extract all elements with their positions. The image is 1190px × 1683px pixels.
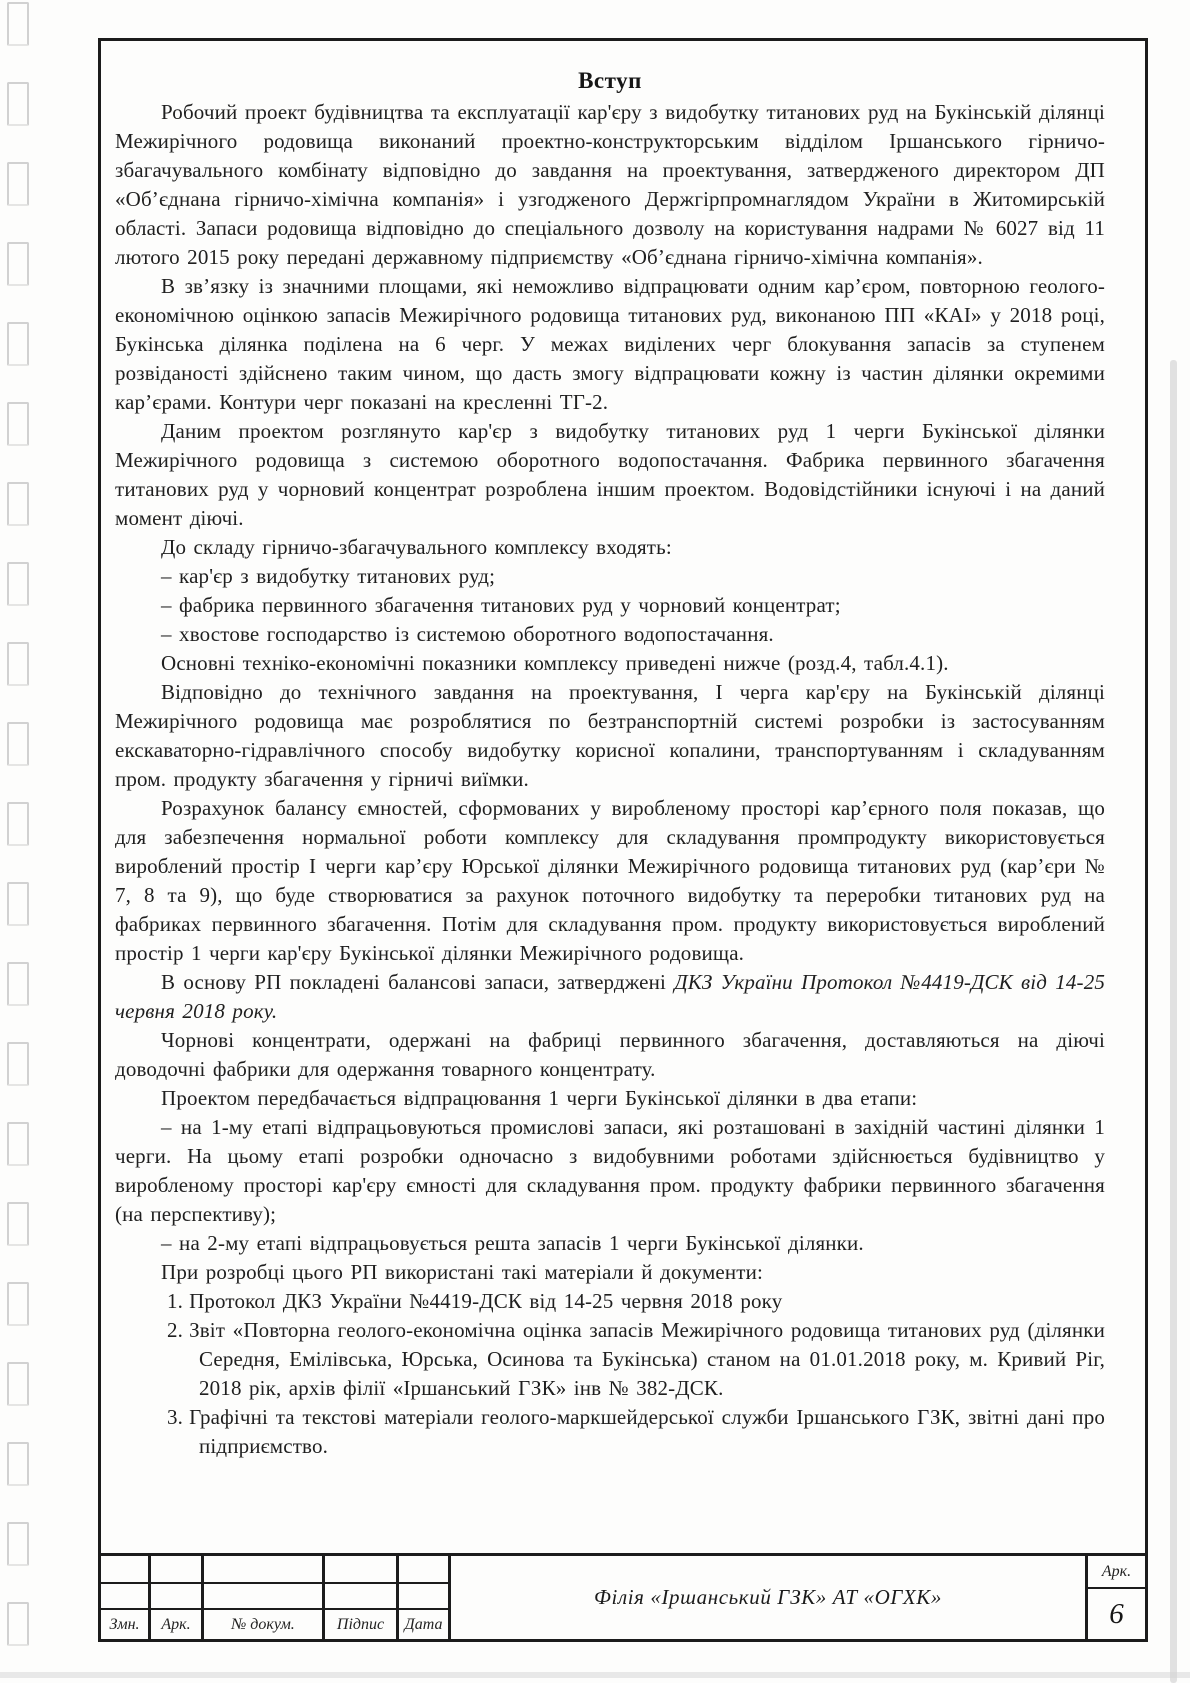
table-cell-empty — [151, 1556, 204, 1584]
binding-hole-mark — [7, 722, 29, 766]
sheet-number: 6 — [1109, 1597, 1124, 1630]
binding-holes — [0, 0, 42, 1683]
column-header-ark: Арк. — [151, 1610, 204, 1642]
binding-hole-mark — [7, 402, 29, 446]
paragraph-text: – кар'єр з видобутку титанових руд; — [161, 564, 496, 588]
table-cell-empty — [325, 1584, 399, 1610]
column-header-docnum: № докум. — [204, 1610, 325, 1642]
binding-hole-mark — [7, 1602, 29, 1646]
paragraph — [115, 678, 1105, 794]
binding-hole-mark — [7, 1282, 29, 1326]
paragraph — [115, 98, 1105, 272]
paragraph — [115, 533, 1105, 562]
table-cell-empty — [204, 1584, 325, 1610]
binding-hole-mark — [7, 2, 29, 46]
sheet-cell — [1088, 1556, 1145, 1639]
binding-hole-mark — [7, 82, 29, 126]
paragraph-text: – на 1-му етапі відпрацьовуються промислові запаси, які розташовані в західній частині ділянки 1 черги. На цьому етапі розробки одночасно з видобувними роботами здійснюється будівництво у виробленому просторі кар'єру ємності для складування пром. продукту фабрики первинного збагачення (на перспективу); — [115, 1115, 1105, 1226]
list-item-numbered — [115, 1403, 1105, 1461]
table-cell-empty — [204, 1556, 325, 1584]
document-content — [101, 41, 1145, 1553]
table-cell-empty — [151, 1584, 204, 1610]
paragraph-text: Чорнові концентрати, одержані на фабриці первинного збагачення, доставляються на діючі доводочні фабрики для одержання товарного концентрату. — [115, 1028, 1105, 1081]
table-cell-empty — [325, 1556, 399, 1584]
paragraph — [115, 417, 1105, 533]
paragraph-text: В зв’язку із значними площами, які неможливо відпрацювати одним кар’єром, повторною геолого-економічною оцінкою запасів Межирічного родовища титанових руд, виконаною ПП «КАІ» у 2018 році, Букінська ділянка поділена на 6 черг. У межах виділених черг блокування запасів за ступенем розвіданості здійснено таким чином, що дасть змогу відпрацювати кожну із частин ділянки окремими кар’єрами. Контури черг показані на кресленні ТГ-2. — [115, 274, 1105, 414]
sheet-label: Арк. — [1088, 1556, 1145, 1589]
binding-hole-mark — [7, 482, 29, 526]
paragraph — [115, 1258, 1105, 1287]
paragraph-text: Розрахунок балансу ємностей, сформованих у виробленому просторі кар’єрного поля показав, що для забезпечення нормальної роботи комплексу для складування промпродукту використовується вироблений простір І черги кар’єру Юрської ділянки Межирічного родовища титанових руд (кар’єри № 7, 8 та 9), що буде створюватися за рахунок поточного видобутку та переробки титанових руд на фабриках первинного збагачення. Потім для складування пром. продукту використовується вироблений простір 1 черги кар'єру Букінської ділянки Межирічного родовища. — [115, 796, 1105, 965]
list-number: 3. — [167, 1405, 184, 1429]
list-item-dash — [115, 1113, 1105, 1229]
list-item-numbered — [115, 1316, 1105, 1403]
document-body — [115, 98, 1105, 1461]
binding-hole-mark — [7, 162, 29, 206]
binding-hole-mark — [7, 1122, 29, 1166]
organization-cell — [451, 1556, 1088, 1639]
table-cell-empty — [101, 1556, 151, 1584]
column-header-signature: Підпис — [325, 1610, 399, 1642]
paragraph — [115, 649, 1105, 678]
list-item-dash — [115, 1229, 1105, 1258]
binding-hole-mark — [7, 1522, 29, 1566]
paragraph-text: Графічні та текстові матеріали геолого-маркшейдерської служби Іршанського ГЗК, звітні дані про підприємство. — [189, 1405, 1105, 1458]
paragraph-text: – фабрика первинного збагачення титанових руд у чорновий концентрат; — [161, 593, 841, 617]
paragraph — [115, 794, 1105, 968]
paragraph-text: Протокол ДКЗ України №4419-ДСК від 14-25 червня 2018 року — [189, 1289, 783, 1313]
binding-hole-mark — [7, 802, 29, 846]
paragraph-text: Даним проектом розглянуто кар'єр з видобутку титанових руд 1 черги Букінської ділянки Межирічного родовища з системою оборотного водопостачання. Фабрика первинного збагачення титанових руд у чорновий концентрат розроблена іншим проектом. Водовідстійники існуючі і на даний момент діючі. — [115, 419, 1105, 530]
paragraph-text: – на 2-му етапі відпрацьовується решта запасів 1 черги Букінської ділянки. — [161, 1231, 864, 1255]
paragraph — [115, 272, 1105, 417]
binding-hole-mark — [7, 1202, 29, 1246]
binding-hole-mark — [7, 1442, 29, 1486]
organization-name: Філія «Іршанський ГЗК» АТ «ОГХК» — [594, 1585, 942, 1609]
binding-hole-mark — [7, 562, 29, 606]
paragraph-text: Звіт «Повторна геолого-економічна оцінка запасів Межирічного родовища титанових руд (ділянки Середня, Емілівська, Юрська, Осинова та Букінська) станом на 01.01.2018 року, м. Кривий Ріг, 2018 рік, архів філії «Іршанський ГЗК» інв № 382-ДСК. — [189, 1318, 1105, 1400]
binding-hole-mark — [7, 1042, 29, 1086]
column-header-date: Дата — [399, 1610, 451, 1642]
paragraph-text: Основні техніко-економічні показники комплексу приведені нижче (розд.4, табл.4.1). — [161, 651, 949, 675]
column-header-zmn: Змн. — [101, 1610, 151, 1642]
title-block — [101, 1553, 1145, 1639]
table-cell-empty — [399, 1584, 451, 1610]
paragraph — [115, 1026, 1105, 1084]
revision-table — [101, 1556, 451, 1639]
list-item-dash — [115, 591, 1105, 620]
paragraph-text: До складу гірничо-збагачувального комплексу входять: — [161, 535, 672, 559]
table-cell-empty — [399, 1556, 451, 1584]
list-number: 2. — [167, 1318, 184, 1342]
page-title: Вступ — [578, 68, 642, 93]
paragraph-text: Відповідно до технічного завдання на проектування, І черга кар'єру на Букінській ділянці Межирічного родовища має розроблятися по безтранспортній системі розробки із застосуванням екскаваторно-гідравлічного способу видобутку корисної копалини, транспортуванням і складуванням пром. продукту збагачення у гірничі виїмки. — [115, 680, 1105, 791]
binding-hole-mark — [7, 962, 29, 1006]
page-frame — [98, 38, 1148, 1642]
paragraph-text: – хвостове господарство із системою оборотного водопостачання. — [161, 622, 774, 646]
paragraph-text: При розробці цього РП використані такі матеріали й документи: — [161, 1260, 763, 1284]
binding-hole-mark — [7, 1362, 29, 1406]
paragraph-text: Робочий проект будівництва та експлуатації кар'єру з видобутку титанових руд на Букінській ділянці Межирічного родовища виконаний проектно-конструкторським відділом Іршанського гірничо-збагачувального комбінату відповідно до завдання на проектування, затвердженого директором ДП «Об’єднана гірничо-хімічна компанія» і узгодженого Держгірпромнаглядом України в Житомирській області. Запаси родовища відповідно до спеціального дозволу на користування надрами № 6027 від 11 лютого 2015 року передані державному підприємству «Об’єднана гірничо-хімічна компанія». — [115, 100, 1105, 269]
paragraph-text-italic: ДКЗ України Протокол №4419-ДСК від 14-25 червня 2018 року. — [115, 970, 1105, 1023]
scan-edge-shadow-bottom — [0, 1672, 1190, 1678]
paragraph-text: В основу РП покладені балансові запаси, затверджені — [161, 970, 675, 994]
table-cell-empty — [101, 1584, 151, 1610]
binding-hole-mark — [7, 882, 29, 926]
binding-hole-mark — [7, 242, 29, 286]
list-item-numbered — [115, 1287, 1105, 1316]
paragraph — [115, 1084, 1105, 1113]
paragraph — [115, 968, 1105, 1026]
paragraph-text: Проектом передбачається відпрацювання 1 черги Букінської ділянки в два етапи: — [161, 1086, 918, 1110]
binding-hole-mark — [7, 322, 29, 366]
list-number: 1. — [167, 1289, 184, 1313]
scan-edge-shadow-right — [1170, 360, 1177, 1683]
list-item-dash — [115, 620, 1105, 649]
list-item-dash — [115, 562, 1105, 591]
binding-hole-mark — [7, 642, 29, 686]
